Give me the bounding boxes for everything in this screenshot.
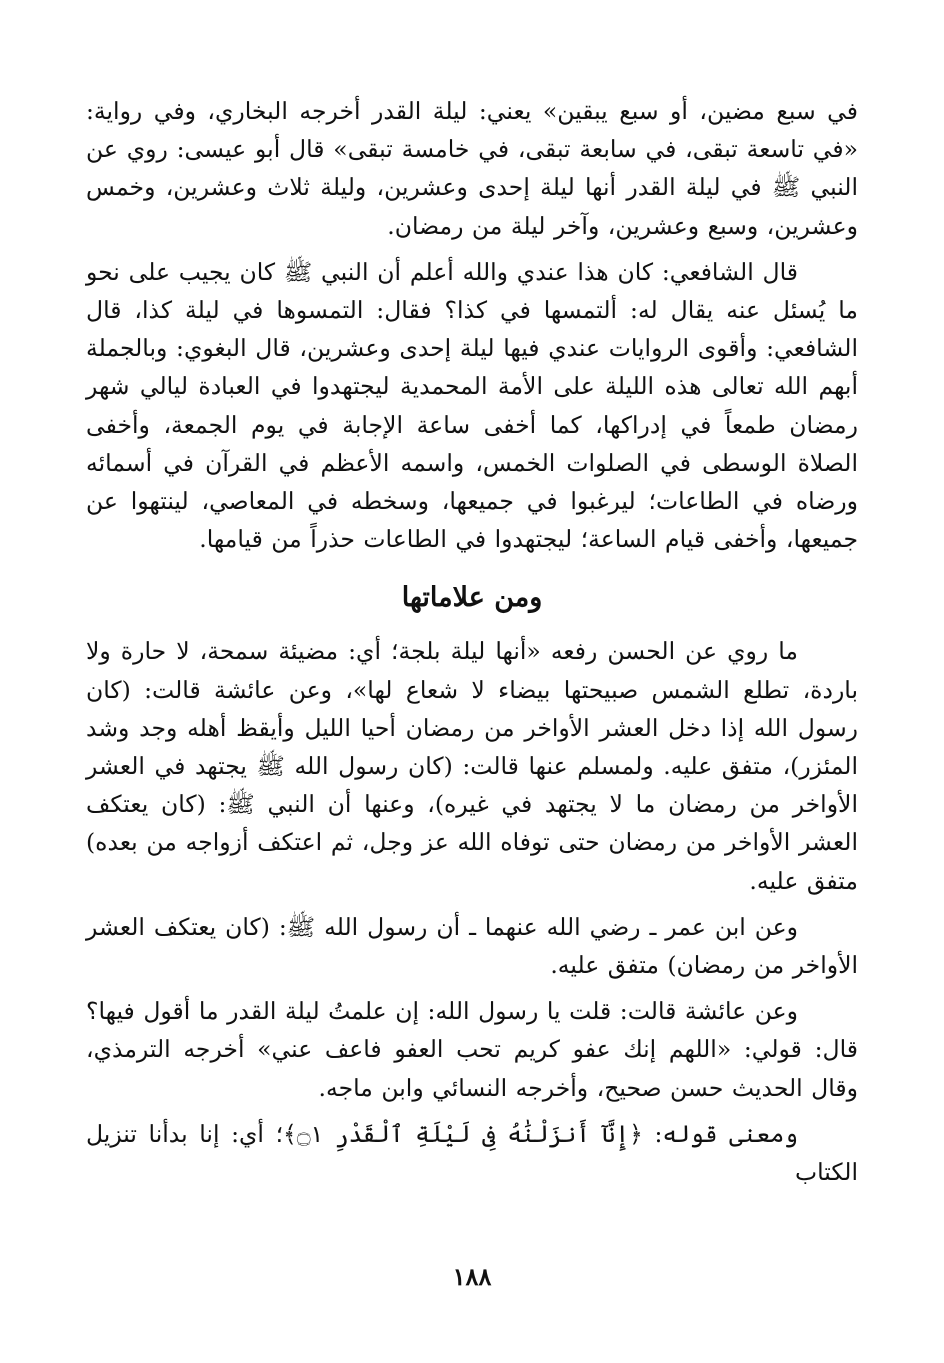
paragraph-1: في سبع مضين، أو سبع يبقين» يعني: ليلة القدر أخرجه البخاري، وفي رواية: «في تاسعة تبقى، في سابعة تبقى، في خامسة تبقى» قال أبو عيسى: روي عن النبي ﷺ في ليلة القدر أنها ليلة إحدى وعشرين، وليلة ثلاث وعشرين، وخمس وعشرين، وسبع وعشرين، وآخر ليلة من رمضان.: [86, 97, 858, 240]
paragraph-2: قال الشافعي: كان هذا عندي والله أعلم أن النبي ﷺ كان يجيب على نحو ما يُسئل عنه يقال له: ألتمسها في كذا؟ فقال: التمسوها في ليلة كذا، قال الشافعي: وأقوى الروايات عندي فيها ليلة إحدى وعشرين، قال البغوي: وبالجملة أبهم الله تعالى هذه الليلة على الأمة المحمدية ليجتهدوا في العبادة ليالي شهر رمضان طمعاً في إدراكها، كما أخفى ساعة الإجابة في يوم الجمعة، وأخفى الصلاة الوسطى في الصلوات الخمس، واسمه الأعظم في القرآن في أسمائه ورضاه في الطاعات؛ ليرغبوا في جميعها، وسخطه في المعاصي، لينتهوا عن جميعها، وأخفى قيام الساعة؛ ليجتهدوا في الطاعات حذراً من قيامها.: [86, 257, 858, 554]
page-number: ١٨٨: [452, 1262, 492, 1291]
paragraph-4: وعن ابن عمر ـ رضي الله عنهما ـ أن رسول الله ﷺ: (كان يعتكف العشر الأواخر من رمضان) متفق عليه.: [86, 912, 858, 980]
paragraph-5: وعن عائشة قالت: قلت يا رسول الله: إن علمتُ ليلة القدر ما أقول فيها؟ قال: قولي: «اللهم إنك عفو كريم تحب العفو فاعف عني» أخرجه الترمذي، وقال الحديث حسن صحيح، وأخرجه النسائي وابن ماجه.: [86, 997, 858, 1102]
section-heading: ومن علاماتها: [401, 582, 543, 614]
paragraph-3: ما روي عن الحسن رفعه «أنها ليلة بلجة؛ أي: مضيئة سمحة، لا حارة ولا باردة، تطلع الشمس صبيحتها بيضاء لا شعاع لها»، وعن عائشة قالت: (كان رسول الله إذا دخل العشر الأواخر من رمضان أحيا الليل وأيقظ أهله وجد وشد المئزر)، متفق عليه. ولمسلم عنها قالت: (كان رسول الله ﷺ يجتهد في العشر الأواخر من رمضان ما لا يجتهد في غيره)، وعنها أن النبي ﷺ: (كان يعتكف العشر الأواخر من رمضان حتى توفاه الله عز وجل، ثم اعتكف أزواجه من بعده) متفق عليه.: [86, 637, 858, 895]
paragraph-6: ومعنى قوله: ﴿إِنَّآ أَنزَلْنَٰهُ فِى لَيْلَةِ ٱلْقَدْرِ ۝١﴾؛ أي: إنا بدأنا تنزيل الكتاب: [86, 1119, 858, 1187]
